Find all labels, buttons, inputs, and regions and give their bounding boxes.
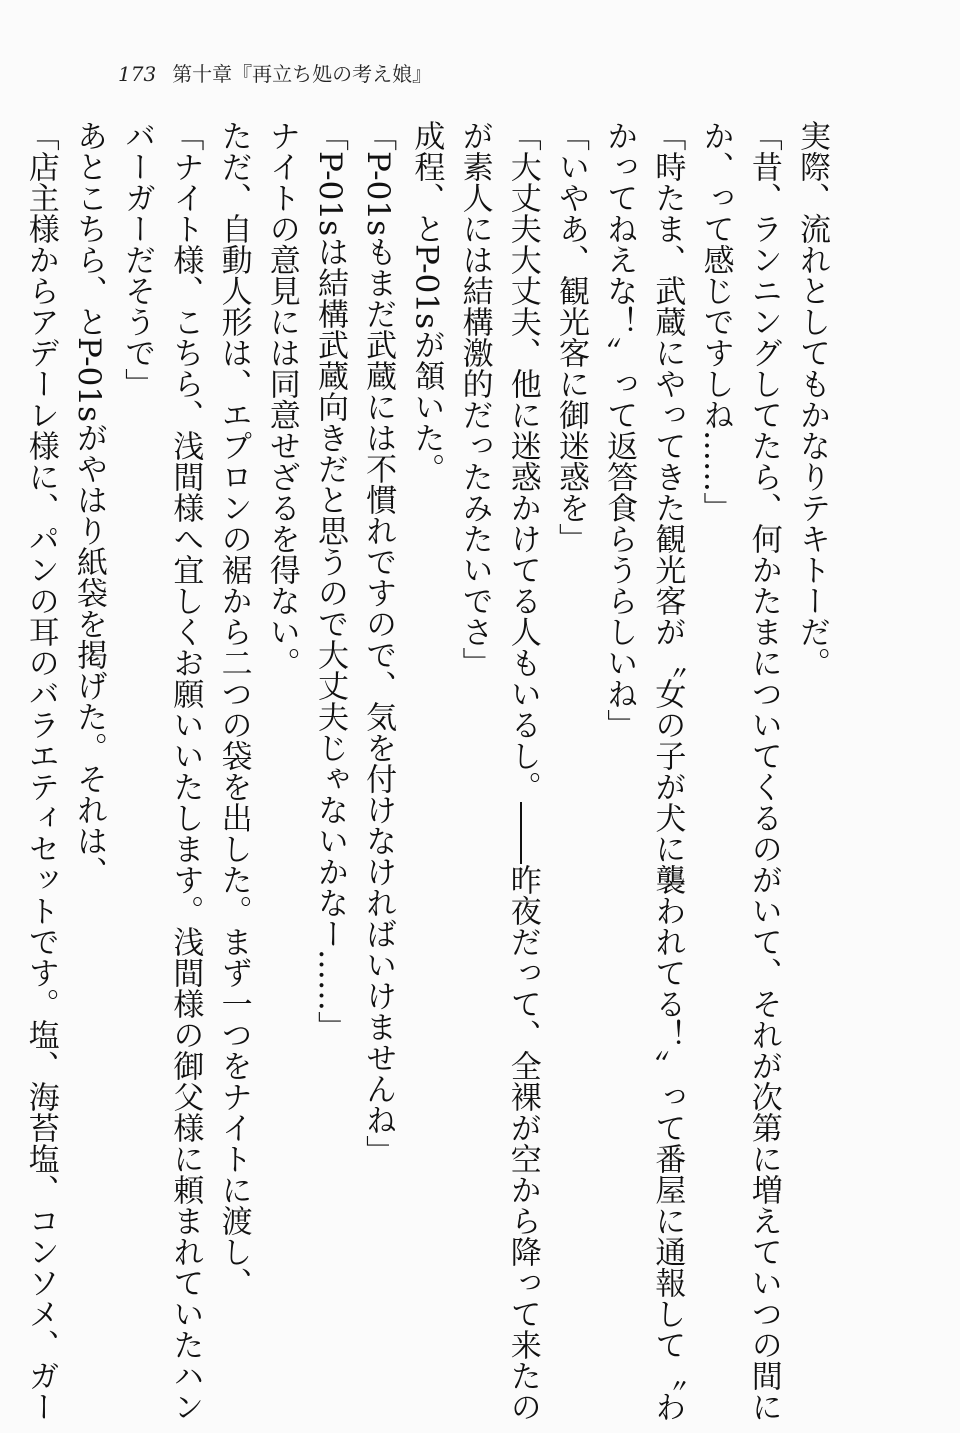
chapter-title: 第十章『再立ち処の考え娘』 xyxy=(172,62,433,86)
text-line-10: 「P-01sもまだ武蔵には不慣れですので、気を付けなければいけませんね」 xyxy=(360,120,397,1166)
text-line-2: 「昔、ランニングしてたら、何かたまについてくるのがいて、それが次第に増えていつの間に xyxy=(745,120,782,1422)
text-line-8: が素人には結構激的だったみたいでさ」 xyxy=(456,120,493,678)
running-head xyxy=(118,58,432,94)
text-line-15: バーガーだそうで」 xyxy=(119,120,156,399)
text-line-14: 「ナイト様、こちら、浅間様へ宜しくお願いいたします。浅間様の御父様に頼まれていたハン xyxy=(167,120,204,1422)
text-line-9: 成程、とP-01sが頷いた。 xyxy=(408,120,445,484)
vertical-body-text xyxy=(22,120,836,1422)
text-line-6: 「いやあ、観光客に御迷惑を」 xyxy=(552,120,589,554)
text-line-11: 「P-01sは結構武蔵向きだと思うので大丈夫じゃないかなー……」 xyxy=(311,120,348,1042)
text-line-7: 「大丈夫大丈夫、他に迷惑かけてる人もいるし。――昨夜だって、全裸が空から降って来たの xyxy=(504,120,541,1422)
text-line-4: 「時たま、武蔵にやってきた観光客が〝女の子が犬に襲われてる！〟って番屋に通報して〝わ xyxy=(649,120,686,1422)
text-line-12: ナイトの意見には同意せざるを得ない。 xyxy=(263,120,300,678)
text-line-16: あとこちら、とP-01sがやはり紙袋を掲げた。それは、 xyxy=(70,120,107,887)
text-line-13: ただ、自動人形は、エプロンの裾から二つの袋を出した。まず一つをナイトに渡し、 xyxy=(215,120,252,1298)
page-number: 173 xyxy=(118,62,157,86)
text-line-17: 「店主様からアデーレ様に、パンの耳のバラエティセットです。塩、海苔塩、コンソメ、ガー xyxy=(22,120,59,1422)
text-line-3: か、って感じですしね……」 xyxy=(697,120,734,523)
text-line-5: かってねえな！〟って返答食らうらしいね」 xyxy=(601,120,638,740)
text-line-1: 実際、流れとしてもかなりテキトーだ。 xyxy=(794,120,830,678)
